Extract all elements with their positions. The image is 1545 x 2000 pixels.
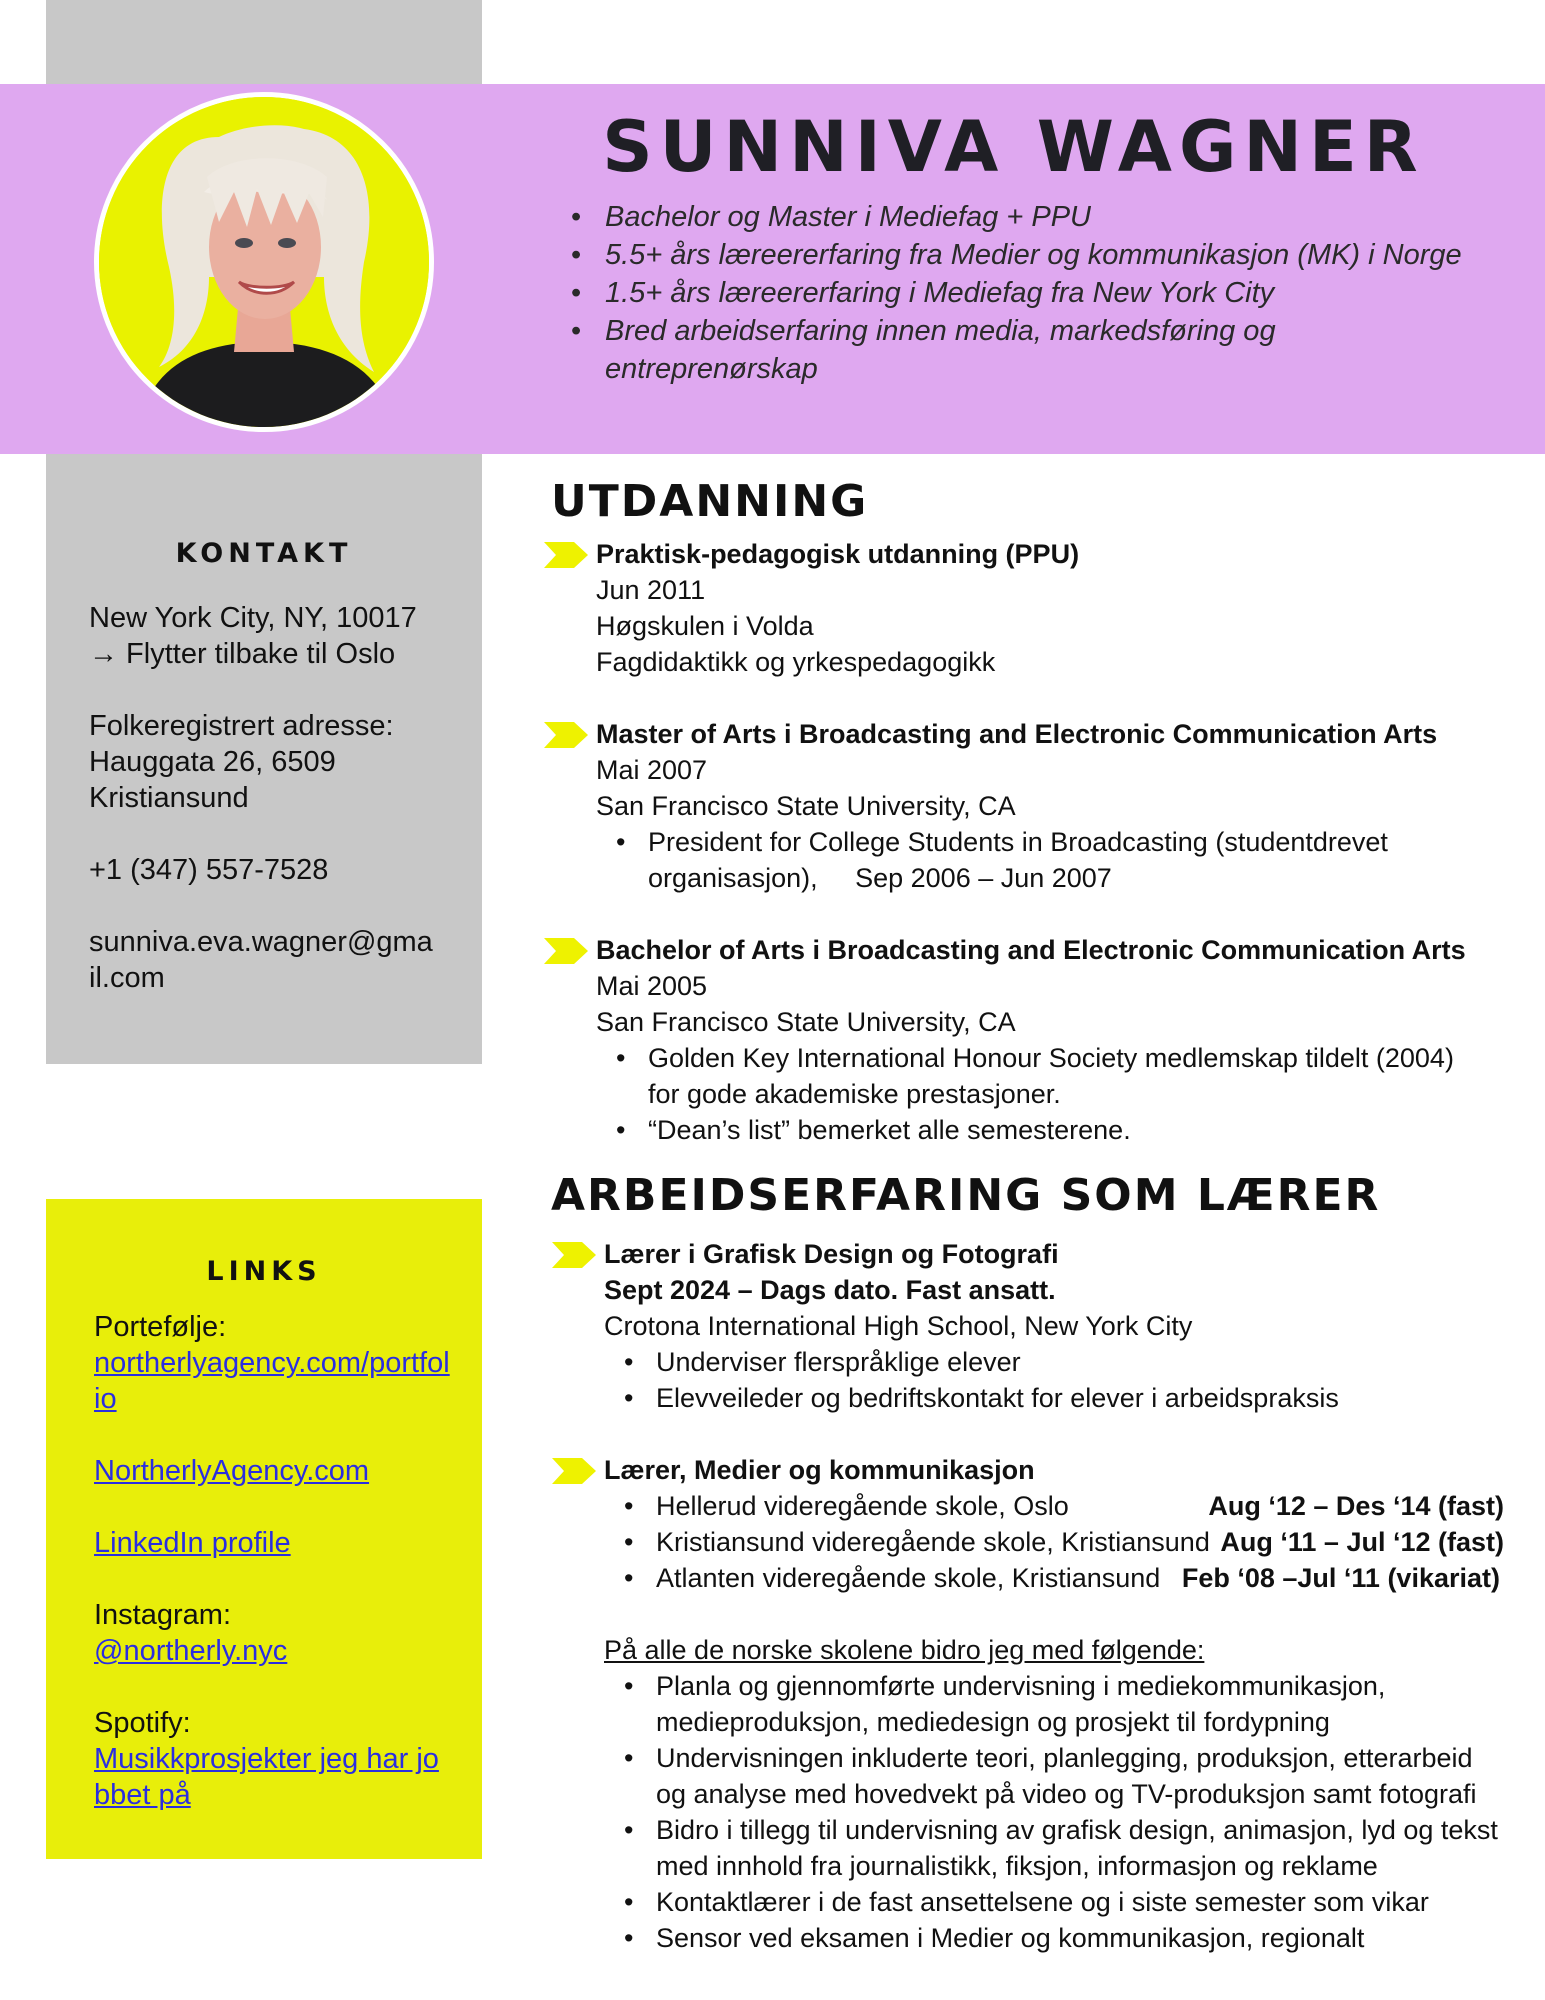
list-item: • Sensor ved eksamen i Medier og kommunikasjon, regionalt [604,1920,1504,1956]
entry-bullets [596,1040,1496,1148]
address-label: Folkeregistrert adresse: [89,710,394,742]
list-item: • Elevveileder og bedriftskontakt for elever i arbeidspraksis [604,1380,1504,1416]
contrib-heading: På alle de norske skolene bidro jeg med følgende: [604,1635,1205,1665]
school-name: • Atlanten videregående skole, Kristiansund [656,1563,1161,1593]
school-row [604,1488,1504,1524]
address-line: Hauggata 26, 6509 [89,746,336,778]
contact-block [89,600,439,996]
location-line: New York City, NY, 10017 [89,602,417,634]
list-item: • “Dean’s list” bemerket alle semesterene. [596,1112,1496,1148]
school-name: • Hellerud videregående skole, Oslo [656,1491,1069,1521]
job-entry [604,1452,1504,1956]
entry-date: Jun 2011 [596,575,706,605]
instagram-link[interactable]: @northerly.nyc [94,1635,288,1667]
entry-date: Mai 2005 [596,971,708,1001]
relocation-line: → Flytter tilbake til Oslo [89,638,396,670]
entry-bullets [596,824,1496,896]
candidate-name: SUNNIVA WAGNER [602,106,1425,188]
job-entry [604,1236,1504,1416]
summary-item: • 1.5+ års læreererfaring i Mediefag fra New York City [565,274,1465,312]
links-block [94,1309,454,1849]
profile-photo [94,92,434,432]
education-entry [596,716,1496,896]
education-title: UTDANNING [551,476,869,527]
entry-school: San Francisco State University, CA [596,1007,1016,1037]
entry-school: San Francisco State University, CA [596,791,1016,821]
entry-date: Mai 2007 [596,755,708,785]
arrow-icon [544,542,588,568]
instagram-label: Instagram: [94,1599,231,1631]
list-item: • Bidro i tillegg til undervisning av grafisk design, animasjon, lyd og tekst med innhold fra journalistikk, fiksjon, informasjon og reklame [604,1812,1504,1884]
job-bullets [604,1344,1504,1416]
portfolio-label: Portefølje: [94,1311,227,1343]
list-item: • Underviser flerspråklige elever [604,1344,1504,1380]
school-row [604,1524,1504,1560]
school-row [604,1560,1504,1596]
phone-number: +1 (347) 557-7528 [89,854,329,886]
job-school: Crotona International High School, New York City [604,1311,1193,1341]
job-title: Lærer i Grafisk Design og Fotografi [604,1239,1059,1269]
linkedin-link[interactable]: LinkedIn profile [94,1527,291,1559]
spotify-label: Spotify: [94,1707,191,1739]
list-item: • President for College Students in Broadcasting (studentdrevet organisasjon), Sep 2006 – Jun 2007 [596,824,1416,896]
list-item: • Golden Key International Honour Society medlemskap tildelt (2004) for gode akademiske prestasjoner. [596,1040,1466,1112]
arrow-icon [552,1242,596,1268]
school-list [604,1488,1504,1596]
entry-detail: Fagdidaktikk og yrkespedagogikk [596,647,996,677]
links-heading: LINKS [206,1256,322,1287]
summary-item: • 5.5+ års læreererfaring fra Medier og kommunikasjon (MK) i Norge [565,236,1465,274]
list-item: • Kontaktlærer i de fast ansettelsene og i siste semester som vikar [604,1884,1504,1920]
entry-title: Praktisk-pedagogisk utdanning (PPU) [596,539,1080,569]
education-entry [596,932,1496,1148]
list-item: • Planla og gjennomførte undervisning i mediekommunikasjon, medieproduksjon, mediedesign og prosjekt til fordypning [604,1668,1484,1740]
school-period: Feb ‘08 –Jul ‘11 (vikariat) [1181,1563,1500,1593]
job-title: Lærer, Medier og kommunikasjon [604,1455,1035,1485]
summary-item: • Bachelor og Master i Mediefag + PPU [565,198,1465,236]
contact-heading: KONTAKT [175,538,353,569]
summary-item: • Bred arbeidserfaring innen media, markedsføring og entreprenørskap [565,312,1465,388]
job-period: Sept 2024 – Dags dato. Fast ansatt. [604,1275,1056,1305]
list-item: • Undervisningen inkluderte teori, planlegging, produksjon, etterarbeid og analyse med hovedvekt på video og TV-produksjon samt fotografi [604,1740,1484,1812]
arrow-icon [544,722,588,748]
arrow-icon [544,938,588,964]
school-period: Aug ‘12 – Des ‘14 (fast) [1208,1491,1504,1521]
agency-link[interactable]: NortherlyAgency.com [94,1455,370,1487]
entry-title: Bachelor of Arts i Broadcasting and Electronic Communication Arts [596,935,1466,965]
arrow-icon [552,1458,596,1484]
school-name: • Kristiansund videregående skole, Kristiansund [656,1527,1210,1557]
portfolio-link[interactable]: northerlyagency.com/portfolio [94,1347,450,1415]
email-address: sunniva.eva.wagner@gmail.com [89,926,433,994]
contrib-list [604,1668,1504,1956]
address-city: Kristiansund [89,782,249,814]
entry-title: Master of Arts i Broadcasting and Electronic Communication Arts [596,719,1438,749]
education-entry [596,536,1496,680]
school-period: Aug ‘11 – Jul ‘12 (fast) [1220,1527,1504,1557]
summary-list [565,198,1465,388]
experience-title: ARBEIDSERFARING SOM LÆRER [551,1170,1381,1221]
entry-school: Høgskulen i Volda [596,611,814,641]
spotify-link[interactable]: Musikkprosjekter jeg har jobbet på [94,1743,439,1811]
